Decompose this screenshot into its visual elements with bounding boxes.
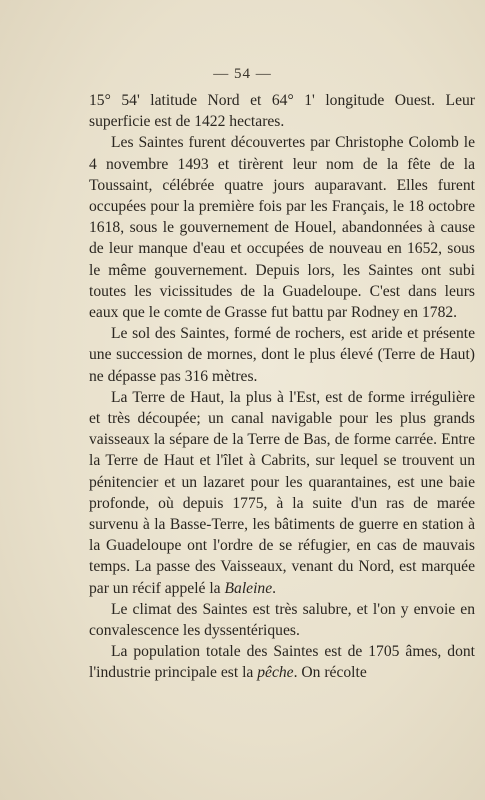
paragraph-2 [89,132,475,323]
paragraph-6-end: . On récolte [293,664,367,682]
paragraph-3 [89,323,475,387]
paragraph-3-text: Le sol des Saintes, formé de rochers, est aride et présente une succession de mornes, dont le plus élevé (Terre de Haut) ne dépasse pas 316 mètres. [89,325,475,385]
page-number: — 54 — [213,66,272,82]
paragraph-5-text: Le climat des Saintes est très salubre, et l'on y envoie en convalescence les dyssentériques. [89,600,475,640]
paragraph-1-text: 15° 54' latitude Nord et 64° 1' longitude Ouest. Leur superficie est de 1422 hectares. [89,92,475,131]
paragraph-6-italic-peche: pêche [257,664,294,682]
body-text [89,90,475,684]
paragraph-4-italic-baleine: Baleine [224,579,273,597]
paragraph-6-text: La population totale des Saintes est de 1705 âmes, dont l'industrie principale est la [89,643,475,682]
paragraph-6 [89,641,475,683]
paragraph-4-end: . [272,579,277,597]
paragraph-2-text: Les Saintes furent découvertes par Christophe Colomb le 4 novembre 1493 et tirèrent leur nom de la fête de la Toussaint, célébrée quatre jours auparavant. Elles furent occupées pour la première fois par les Français, le 18 octobre 1618, sous le gouvernement de Houel, abandonnées à cause de leur manque d'eau et occupées de nouveau en 1652, sous le même gouvernement. Depuis lors, les Saintes ont subi toutes les vicissitudes de la Guadeloupe. C'est dans leurs eaux que le comte de Grasse fut battu par Rodney en 1782. [89,134,475,322]
paragraph-5 [89,599,475,641]
paragraph-1 [89,90,475,132]
paragraph-4 [89,387,475,599]
paragraph-4-text: La Terre de Haut, la plus à l'Est, est de forme irrégulière et très découpée; un canal navigable pour les plus grands vaisseaux la sépare de la Terre de Bas, de forme carrée. Entre la Terre de Haut et l'îlet à Cabrits, sur lequel se trouvent un pénitencier et un lazaret pour les quarantaines, est une baie profonde, où depuis 1775, à la suite d'un ras de marée survenu à la Basse-Terre, les bâtiments de guerre en station à la Guadeloupe ont l'ordre de se réfugier, en cas de mauvais temps. La passe des Vaisseaux, venant du Nord, est marquée par un récif appelé la [89,388,475,597]
